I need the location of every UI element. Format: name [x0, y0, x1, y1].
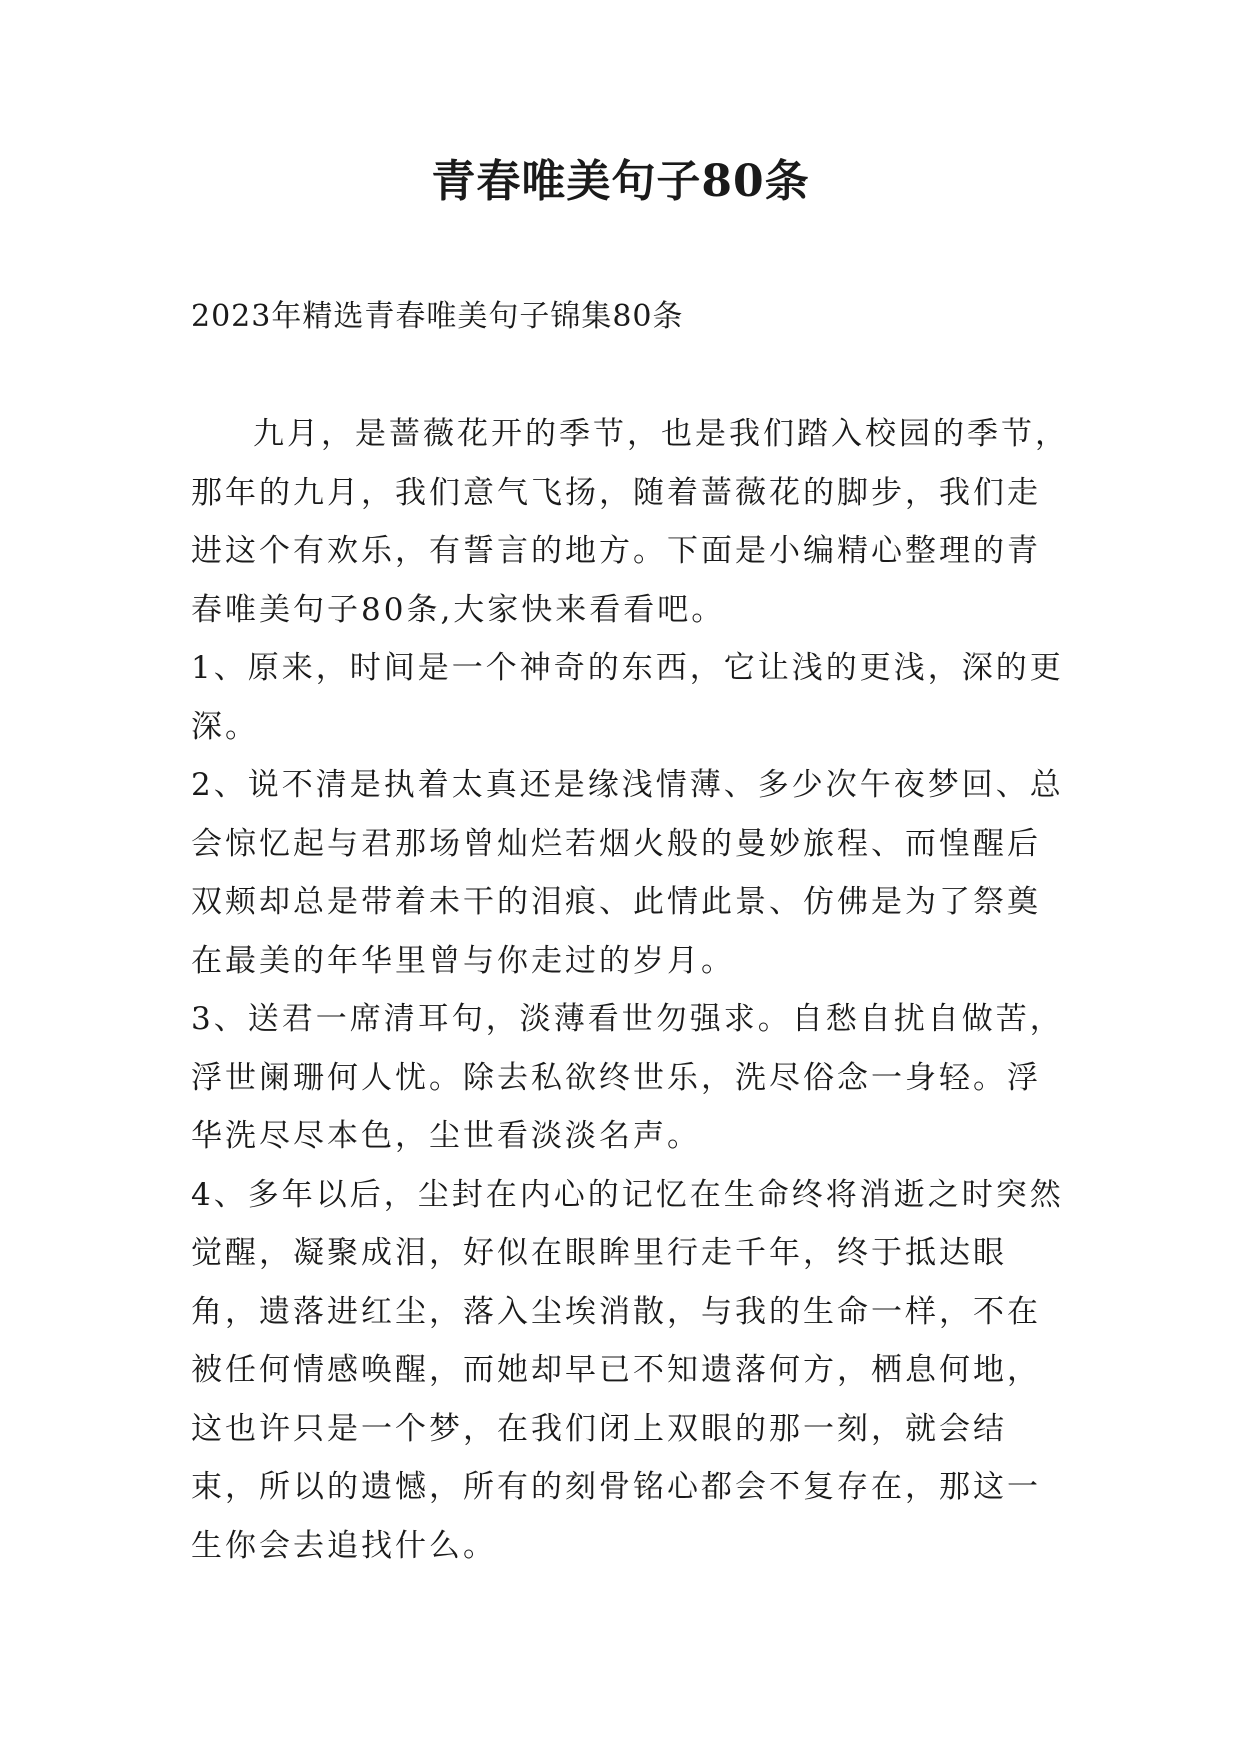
document-subtitle: 2023年精选青春唯美句子锦集80条: [191, 299, 684, 334]
list-item: 1、原来，时间是一个神奇的东西，它让浅的更浅，深的更深。: [191, 650, 1064, 745]
intro-paragraph: 九月，是蔷薇花开的季节，也是我们踏入校园的季节，那年的九月，我们意气飞扬，随着蔷薇花的脚步，我们走进这个有欢乐，有誓言的地方。下面是小编精心整理的青春唯美句子80条,大家快来看看吧。: [191, 416, 1069, 628]
document-title: 青春唯美句子80条: [431, 156, 810, 207]
list-item: 4、多年以后，尘封在内心的记忆在生命终将消逝之时突然觉醒，凝聚成泪，好似在眼眸里行走千年，终于抵达眼角，遗落进红尘，落入尘埃消散，与我的生命一样，不在被任何情感唤醒，而她却早已不知遗落何方，栖息何地，这也许只是一个梦，在我们闭上双眼的那一刻，就会结束，所以的遗憾，所有的刻骨铭心都会不复存在，那这一生你会去追找什么。: [191, 1176, 1064, 1564]
list-item: 3、送君一席清耳句，淡薄看世勿强求。自愁自扰自做苦，浮世阑珊何人忧。除去私欲终世乐，洗尽俗念一身轻。浮华洗尽尽本色，尘世看淡淡名声。: [191, 1001, 1064, 1154]
document-body: [191, 405, 1071, 1575]
list-item: 2、说不清是执着太真还是缘浅情薄、多少次午夜梦回、总会惊忆起与君那场曾灿烂若烟火般的曼妙旅程、而惶醒后双颊却总是带着未干的泪痕、此情此景、仿佛是为了祭奠在最美的年华里曾与你走过的岁月。: [191, 767, 1064, 979]
